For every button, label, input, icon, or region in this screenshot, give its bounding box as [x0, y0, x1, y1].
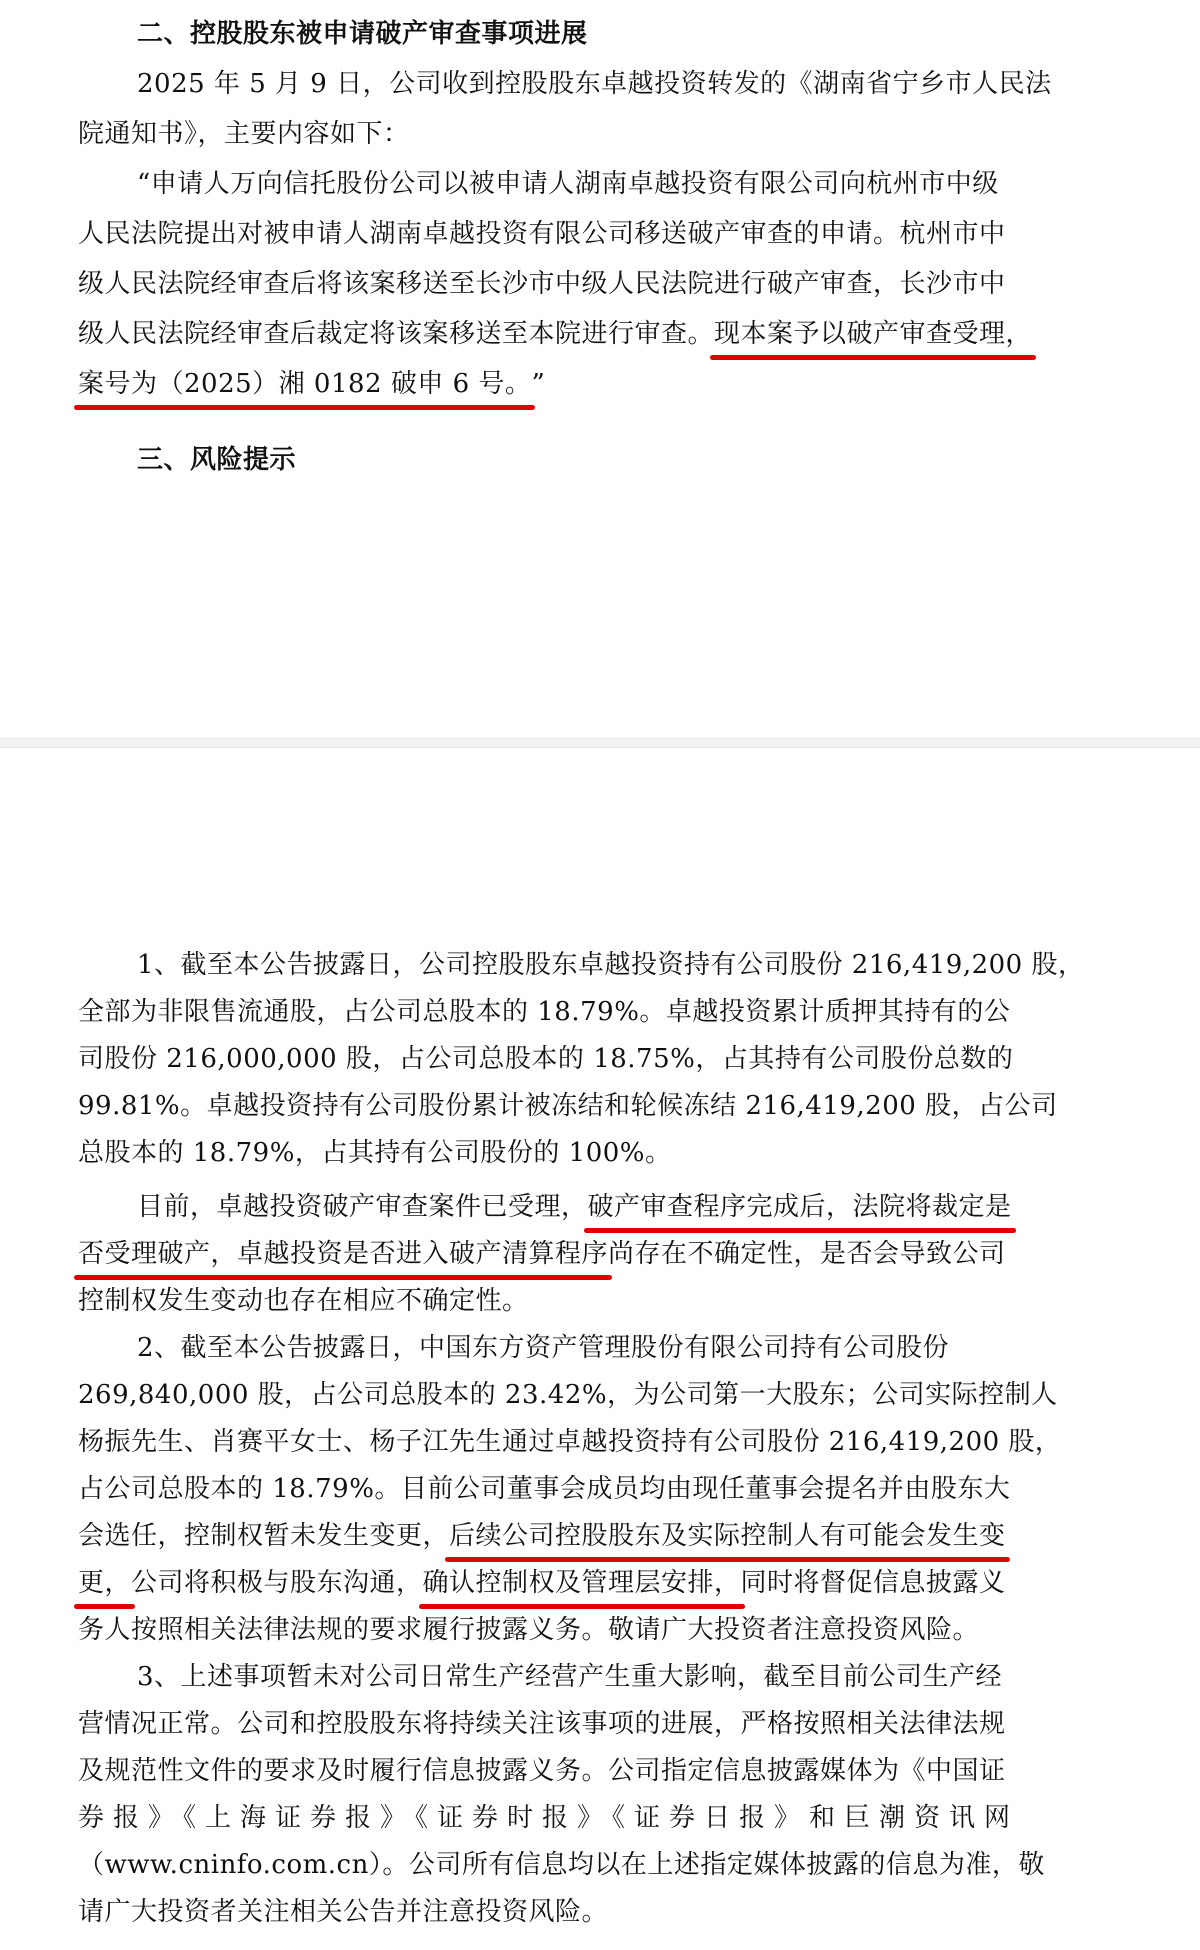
risk-items-block [0, 745, 1200, 1950]
paragraph-line: 2025 年 5 月 9 日，公司收到控股股东卓越投资转发的《湖南省宁乡市人民法 [137, 69, 1052, 99]
item-1-line: 司股份 216,000,000 股，占公司总股本的 18.75%，占其持有公司股份总数的 [78, 1044, 1014, 1074]
item-1-para2-line [137, 1187, 1147, 1227]
item-3-line: 券报》《上海证券报》《证券时报》《证券日报》和巨潮资讯网 [78, 1803, 1020, 1833]
section-3-heading: 三、风险提示 [137, 445, 297, 475]
plain-text: 尚存在不确定性，是否会导致公司 [608, 1239, 1006, 1269]
plain-text: 会选任，控制权暂未发生变更， [78, 1521, 450, 1551]
quote-line: 人民法院提出对被申请人湖南卓越投资有限公司移送破产审查的申请。杭州市中 [78, 219, 1006, 249]
item-1-line: 总股本的 18.79%，占其持有公司股份的 100%。 [78, 1138, 672, 1168]
item-1-para2-line [78, 1234, 1088, 1274]
item-2-line: 269,840,000 股，占公司总股本的 23.42%，为公司第一大股东；公司实际控制人 [78, 1380, 1058, 1410]
quote-line [78, 314, 1088, 354]
section-2-heading: 二、控股股东被申请破产审查事项进展 [137, 19, 588, 49]
highlighted-text: 更， [78, 1563, 131, 1603]
highlighted-text: 确认控制权及管理层安排， [423, 1563, 741, 1603]
item-2-line: 务人按照相关法律法规的要求履行披露义务。敬请广大投资者注意投资风险。 [78, 1615, 980, 1645]
plain-text: 同时将督促信息披露义 [740, 1568, 1006, 1598]
quote-close: ” [531, 369, 546, 399]
highlighted-text: 否受理破产，卓越投资是否进入破产清算程序 [78, 1234, 608, 1274]
quote-text: 级人民法院经审查后裁定将该案移送至本院进行审查。 [78, 319, 715, 349]
item-2-line: 杨振先生、肖赛平女士、杨子江先生通过卓越投资持有公司股份 216,419,200 股， [78, 1427, 1062, 1457]
item-3-line: （www.cninfo.com.cn）。公司所有信息均以在上述指定媒体披露的信息为准，敬 [78, 1850, 1045, 1880]
item-1-line: 1、截至本公告披露日，公司控股股东卓越投资持有公司股份 216,419,200 股， [137, 950, 1085, 980]
item-2-line [78, 1563, 1088, 1603]
plain-text: 目前，卓越投资破产审查案件已受理， [137, 1192, 588, 1222]
item-2-line: 占公司总股本的 18.79%。目前公司董事会成员均由现任董事会提名并由股东大 [78, 1474, 1011, 1504]
item-2-line [78, 1516, 1088, 1556]
item-2-line: 2、截至本公告披露日，中国东方资产管理股份有限公司持有公司股份 [137, 1333, 950, 1363]
highlighted-text: 现本案予以破产审查受理， [714, 314, 1032, 354]
quote-line: “申请人万向信托股份公司以被申请人湖南卓越投资有限公司向杭州市中级 [137, 169, 999, 199]
quote-line: 级人民法院经审查后将该案移送至长沙市中级人民法院进行破产审查，长沙市中 [78, 269, 1006, 299]
highlighted-text: 破产审查程序完成后，法院将裁定是 [588, 1187, 1012, 1227]
plain-text: 公司将积极与股东沟通， [131, 1568, 423, 1598]
section-2-block [0, 0, 1200, 740]
quote-line [78, 364, 1088, 404]
item-3-line: 请广大投资者关注相关公告并注意投资风险。 [78, 1897, 609, 1927]
item-1-line: 99.81%。卓越投资持有公司股份累计被冻结和轮候冻结 216,419,200 股，占公司 [78, 1091, 1058, 1121]
paragraph-line: 院通知书》，主要内容如下： [78, 119, 410, 149]
item-3-line: 3、上述事项暂未对公司日常生产经营产生重大影响，截至目前公司生产经 [137, 1662, 1003, 1692]
item-1-line: 全部为非限售流通股，占公司总股本的 18.79%。卓越投资累计质押其持有的公 [78, 997, 1011, 1027]
item-3-line: 及规范性文件的要求及时履行信息披露义务。公司指定信息披露媒体为《中国证 [78, 1756, 1006, 1786]
highlighted-text: 案号为（2025）湘 0182 破申 6 号。 [78, 364, 531, 404]
item-1-para2-line: 控制权发生变动也存在相应不确定性。 [78, 1286, 529, 1316]
highlighted-text: 后续公司控股股东及实际控制人有可能会发生变 [449, 1516, 1006, 1556]
item-3-line: 营情况正常。公司和控股股东将持续关注该事项的进展，严格按照相关法律法规 [78, 1709, 1006, 1739]
